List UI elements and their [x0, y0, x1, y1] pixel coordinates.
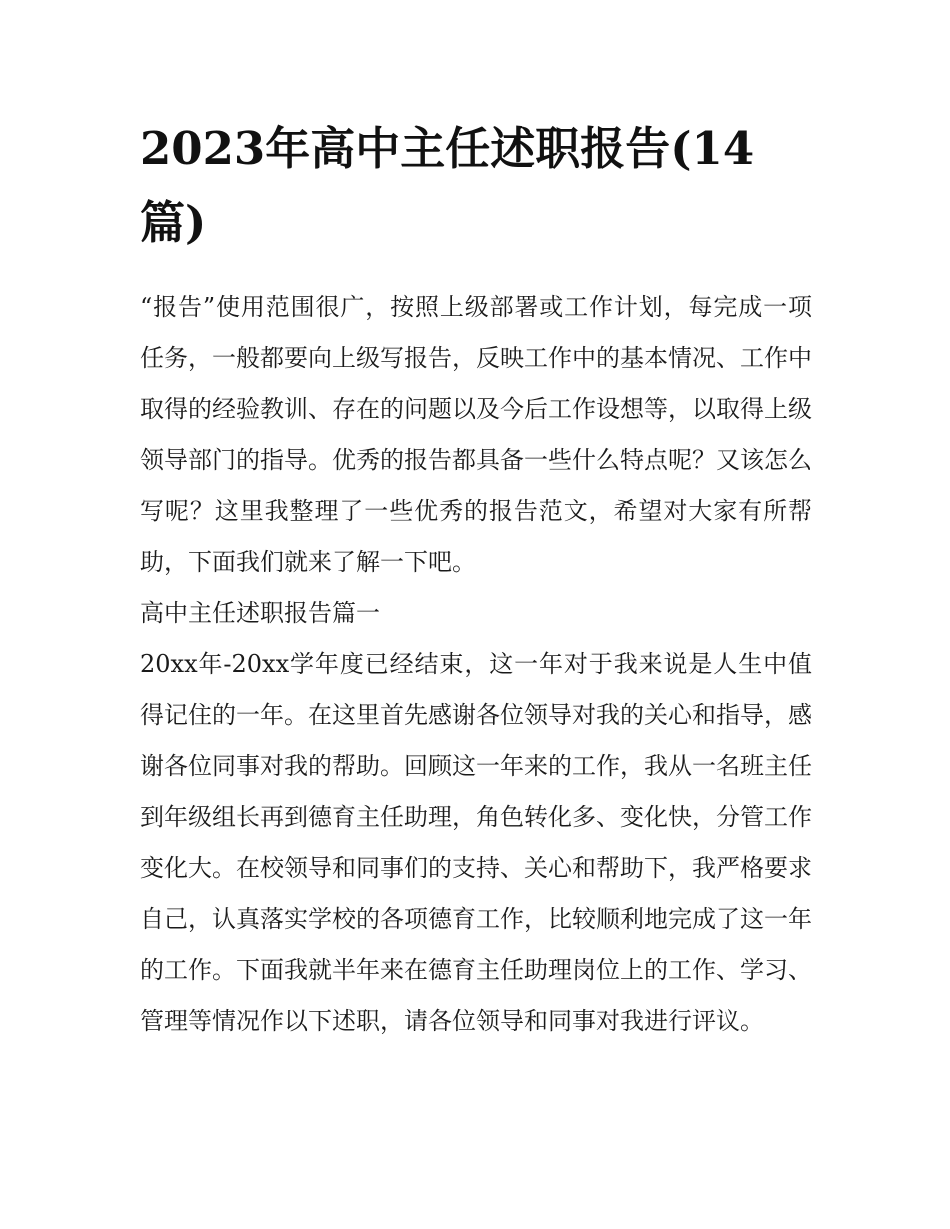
document-title: 2023年高中主任述职报告(14篇) [140, 122, 755, 249]
section-heading: 高中主任述职报告篇一 [140, 599, 380, 627]
document-page [140, 112, 812, 1047]
intro-paragraph: “报告”使用范围很广，按照上级部署或工作计划，每完成一项任务，一般都要向上级写报告，反映工作中的基本情况、工作中取得的经验教训、存在的问题以及今后工作设想等，以取得上级领导部门的指导。优秀的报告都具备一些什么特点呢？又该怎么写呢？这里我整理了一些优秀的报告范文，希望对大家有所帮助，下面我们就来了解一下吧。 [140, 293, 812, 576]
section-body-paragraph: 20xx年-20xx学年度已经结束，这一年对于我来说是人生中值得记住的一年。在这里首先感谢各位领导对我的关心和指导，感谢各位同事对我的帮助。回顾这一年来的工作，我从一名班主任到年级组长再到德育主任助理，角色转化多、变化快，分管工作变化大。在校领导和同事们的支持、关心和帮助下，我严格要求自己，认真落实学校的各项德育工作，比较顺利地完成了这一年的工作。下面我就半年来在德育主任助理岗位上的工作、学习、管理等情况作以下述职，请各位领导和同事对我进行评议。 [140, 650, 812, 1035]
